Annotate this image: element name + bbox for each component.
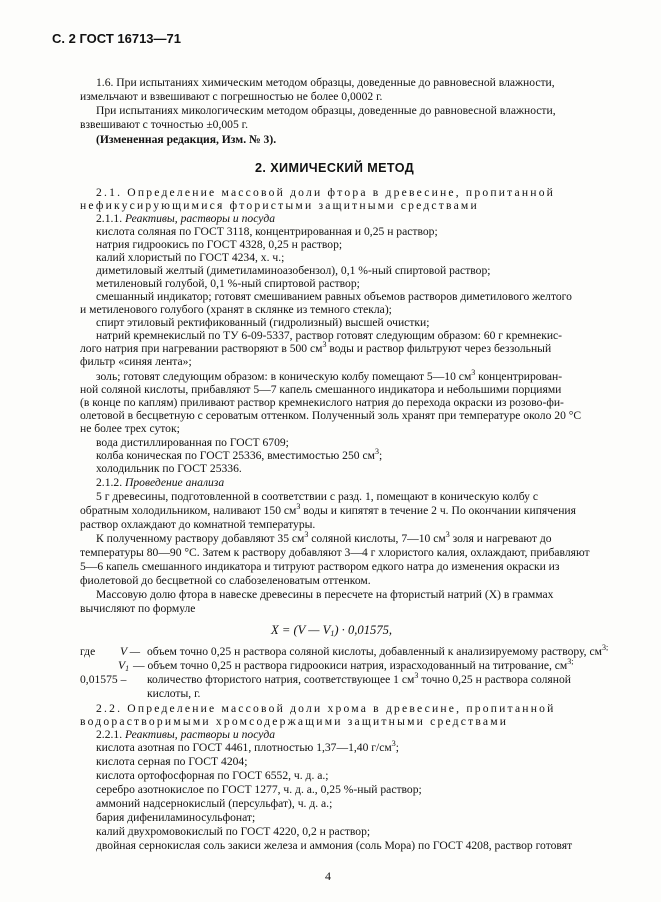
- reagent-item: вода дистиллированная по ГОСТ 6709;: [96, 436, 289, 449]
- subsection-heading-text: Проведение анализа: [125, 476, 225, 489]
- amendment-note: (Измененная редакция, Изм. № 3).: [96, 133, 277, 146]
- reagent-item: не более трех суток;: [80, 422, 180, 435]
- reagent-item: лого натрия при нагревании растворяют в 500 $см^3$ воды и раствор фильтруют через беззольный: [80, 340, 552, 355]
- reagent-item: спирт этиловый ректификованный (гидролизный) высшей очистки;: [96, 316, 430, 329]
- paragraph-line: фиолетовой до бесцветной со слабозеленоватым оттенком.: [80, 574, 371, 587]
- subsection-heading: [96, 212, 275, 225]
- where-label: где: [80, 645, 96, 658]
- reagent-item: смешанный индикатор; готовят смешиванием равных объемов растворов диметилового желтого: [96, 290, 572, 303]
- paragraph-line: Массовую долю фтора в навеске древесины в пересчете на фтористый натрий (X) в граммах: [96, 588, 554, 601]
- subsection-heading-text: Реактивы, растворы и посуда: [125, 212, 276, 225]
- reagent-item: калий хлористый по ГОСТ 4234, х. ч.;: [96, 251, 285, 264]
- reagent-item: кислота соляная по ГОСТ 3118, концентрированная и 0,25 н раствор;: [96, 225, 438, 238]
- formula: X = (V — $V_1) \cdot 0,01575$,: [271, 623, 393, 638]
- reagent-item: бария дифениламиносульфонат;: [96, 811, 256, 824]
- paragraph-line: обратным холодильником, наливают 150 $см^3$ воды и кипятят в течение 2 ч. По окончании кипячения: [80, 502, 576, 517]
- subsection-heading-text: Реактивы, растворы и посуда: [125, 728, 276, 741]
- paragraph-line: 5—6 капель смешанного индикатора и титруют раствором едкого натра до изменения окраски из: [80, 560, 560, 573]
- reagent-item: колба коническая по ГОСТ 25336, вместимостью 250 $см^3$;: [96, 447, 383, 462]
- reagent-item: натрий кремнекислый по ТУ 6-09-5337, раствор готовят следующим образом: 60 г кремнекис-: [96, 329, 563, 342]
- subsection-heading: [96, 476, 224, 489]
- subsection-title: 2.1. Определение массовой доли фтора в древесине, пропитанной: [96, 186, 556, 199]
- variable-symbol: $V_1$: [118, 659, 130, 673]
- page-header: С. 2 ГОСТ 16713—71: [52, 31, 181, 46]
- subsection-number: 2.1.2.: [96, 476, 123, 489]
- reagent-item: калий двухромовокислый по ГОСТ 4220, 0,2 н раствор;: [96, 825, 371, 838]
- subsection-title: 2.2. Определение массовой доли хрома в древесине, пропитанной: [96, 702, 556, 715]
- paragraph-line: раствор охлаждают до комнатной температуры.: [80, 518, 316, 531]
- paragraph-1-6-line: измельчают и взвешивают с погрешностью не более 0,0002 г.: [80, 90, 383, 103]
- reagent-item: (в конце по каплям) приливают раствор кремнекислого натрия до перехода окраски из розово-фи-: [80, 396, 564, 409]
- reagent-item: олетовой в бесцветную с сероватым оттенком. Полученный золь хранят при температуре около 20 °С: [80, 409, 582, 422]
- reagent-item: холодильник по ГОСТ 25336.: [96, 462, 242, 475]
- reagent-item: ной соляной кислоты, прибавляют 5—7 капель смешанного индикатора и небольшими порциями: [80, 383, 562, 396]
- reagent-item: кислота серная по ГОСТ 4204;: [96, 755, 248, 768]
- reagent-item: двойная сернокислая соль закиси железа и аммония (соль Мора) по ГОСТ 4208, раствор готовят: [96, 839, 573, 852]
- reagent-item: аммоний надсернокислый (персульфат), ч. д. а.;: [96, 797, 333, 810]
- paragraph-1-6-line: 1.6. При испытаниях химическим методом образцы, доведенные до равновесной влажности,: [96, 76, 555, 89]
- paragraph-1-6-line: При испытаниях микологическим методом образцы, доведенные до равновесной влажности,: [96, 104, 556, 117]
- variable-definition: кислоты, г.: [147, 687, 201, 700]
- variable-definition: количество фтористого натрия, соответствующее 1 $см^3$ точно 0,25 н раствора соляной: [147, 671, 571, 686]
- reagent-item: метиленовый голубой, 0,1 %-ный спиртовой раствор;: [96, 277, 360, 290]
- paragraph-line: 5 г древесины, подготовленной в соответствии с разд. 1, помещают в коническую колбу с: [96, 490, 538, 503]
- variable-symbol: 0,01575 –: [80, 673, 127, 686]
- section-title: 2. ХИМИЧЕСКИЙ МЕТОД: [255, 161, 415, 175]
- reagent-item: кислота ортофосфорная по ГОСТ 6552, ч. д. а.;: [96, 769, 329, 782]
- page-number: 4: [325, 869, 331, 883]
- subsection-title: нефикусирующимися фтористыми защитными средствами: [80, 199, 479, 212]
- reagent-item: серебро азотнокислое по ГОСТ 1277, ч. д. а., 0,25 %-ный раствор;: [96, 783, 422, 796]
- subsection-title: водорастворимыми хромсодержащими защитными средствами: [80, 715, 509, 728]
- variable-symbol: V —: [120, 645, 141, 658]
- subsection-number: 2.2.1.: [96, 728, 123, 741]
- paragraph-line: температуры 80—90 °С. Затем к раствору добавляют 3—4 г хлористого калия, охлаждают, прибавляют: [80, 546, 590, 559]
- paragraph-1-6-line: взвешивают с точностью ±0,005 г.: [80, 118, 249, 131]
- paragraph-line: К полученному раствору добавляют 35 $см^3$ соляной кислоты, 7—10 $см^3$ золя и нагревают до: [96, 530, 552, 545]
- reagent-item: и метиленового голубого (хранят в склянке из темного стекла);: [80, 303, 392, 316]
- reagent-item: натрия гидроокись по ГОСТ 4328, 0,25 н раствор;: [96, 238, 343, 251]
- variable-definition: объем точно 0,25 н раствора соляной кислоты, добавленный к анализируемому раствору, $см^{3;}$: [147, 643, 609, 658]
- subsection-heading: [96, 728, 275, 741]
- paragraph-line: вычисляют по формуле: [80, 602, 196, 615]
- reagent-item: золь; готовят следующим образом: в коническую колбу помещают 5—10 $см^3$ концентрирован-: [96, 368, 563, 383]
- reagent-item: фильтр «синяя лента»;: [80, 355, 192, 368]
- reagent-item: диметиловый желтый (диметиламиноазобензол), 0,1 %-ный спиртовой раствор;: [96, 264, 491, 277]
- subsection-number: 2.1.1.: [96, 212, 123, 225]
- variable-definition: — объем точно 0,25 н раствора гидроокиси натрия, израсходованный на титрование, $см^{3;}$: [133, 657, 574, 672]
- reagent-item: кислота азотная по ГОСТ 4461, плотностью 1,37—1,40 $г/см^3$;: [96, 739, 399, 754]
